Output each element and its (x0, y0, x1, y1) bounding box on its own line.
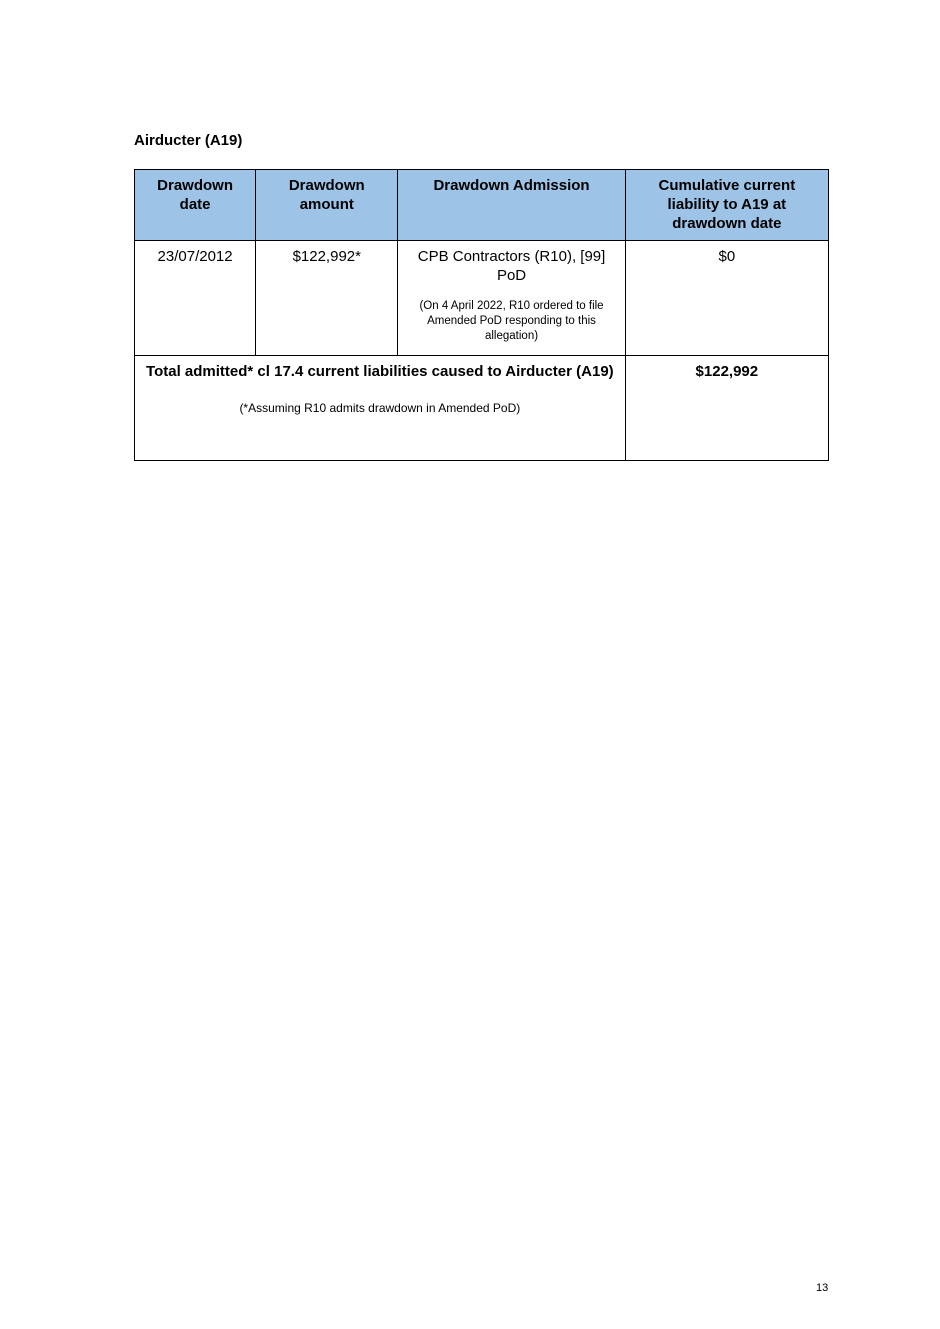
table-row (135, 241, 829, 356)
total-note: (*Assuming R10 admits drawdown in Amended PoD) (239, 401, 521, 415)
section-heading: Airducter (A19) (134, 132, 243, 149)
page-number: 13 (816, 1282, 829, 1294)
header-drawdown-date: Drawdown date (135, 170, 256, 241)
cell-date: 23/07/2012 (135, 241, 256, 356)
cell-liability: $0 (625, 241, 828, 356)
total-label: Total admitted* cl 17.4 current liabilities caused to Airducter (A19) (146, 363, 614, 380)
header-drawdown-admission: Drawdown Admission (398, 170, 625, 241)
total-value: $122,992 (625, 356, 828, 461)
total-row (135, 356, 829, 461)
total-label-cell (135, 356, 626, 461)
header-cumulative-liability: Cumulative current liability to A19 at drawdown date (625, 170, 828, 241)
liability-table (134, 169, 829, 461)
cell-amount: $122,992* (256, 241, 398, 356)
admission-note: (On 4 April 2022, R10 ordered to file Amended PoD responding to this allegation) (419, 300, 604, 342)
admission-text: CPB Contractors (R10), [99] PoD (417, 248, 606, 284)
header-drawdown-amount: Drawdown amount (256, 170, 398, 241)
table-header-row (135, 170, 829, 241)
cell-admission (398, 241, 625, 356)
